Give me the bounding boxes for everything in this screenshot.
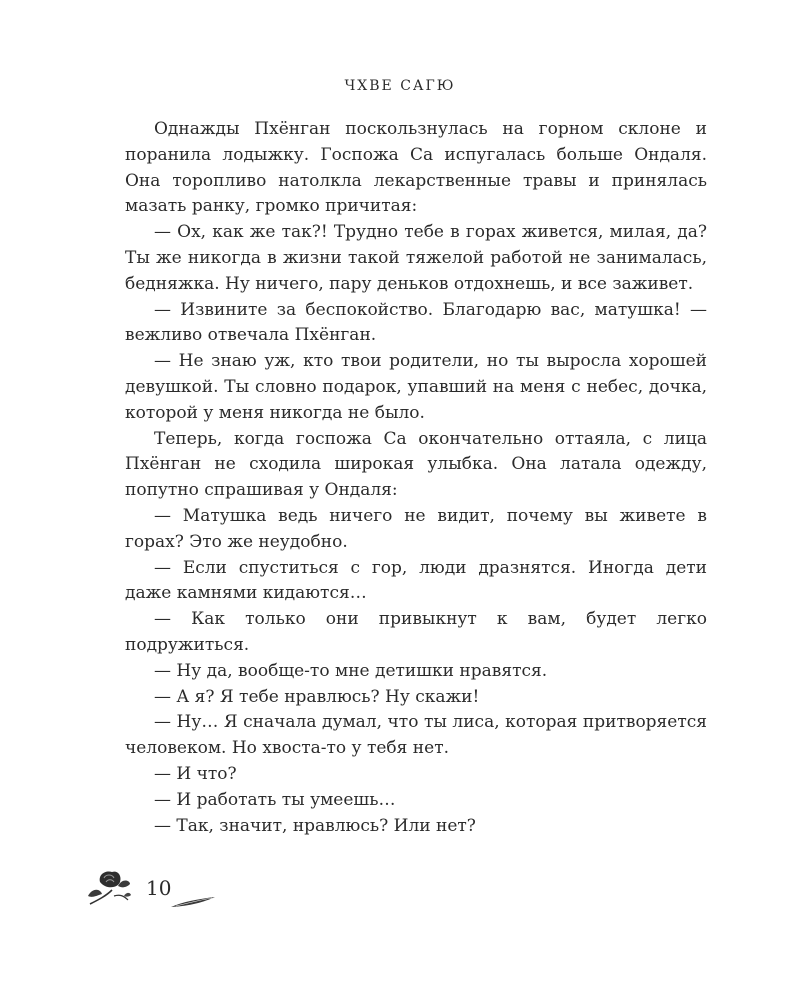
paragraph: — Ох, как же так?! Трудно тебе в горах живется, милая, да? Ты же никогда в жизни такой тяжелой работой не занималась, бедняжка. Ну ничего, пару деньков отдохнешь, и все заживет. (125, 222, 707, 294)
paragraph: — Так, значит, нравлюсь? Или нет? (154, 815, 476, 836)
text-block (125, 117, 707, 839)
page-number: 10 (146, 876, 172, 900)
paragraph: — Извините за беспокойство. Благодарю вас, матушка! — вежливо отвечала Пхёнган. (125, 299, 707, 346)
paragraph: — Если спуститься с гор, люди дразнятся. Иногда дети даже камнями кидаются… (125, 557, 707, 604)
rose-icon (84, 866, 136, 908)
paragraph: — Не знаю уж, кто твои родители, но ты выросла хорошей девушкой. Ты словно подарок, упавший на меня с небес, дочка, которой у меня никогда не было. (125, 351, 707, 423)
paragraph: — Ну да, вообще-то мне детишки нравятся. (154, 660, 548, 681)
paragraph: — Матушка ведь ничего не видит, почему вы живете в горах? Это же неудобно. (125, 505, 707, 552)
paragraph: — И что? (154, 763, 237, 784)
paragraph: — Как только они привыкнут к вам, будет легко подружиться. (125, 609, 707, 655)
paragraph: Теперь, когда госпожа Са окончательно оттаяла, с лица Пхёнган не сходила широкая улыбка. Она латала одежду, попутно спрашивая у Ондаля: (125, 428, 707, 501)
paragraph: — И работать ты умеешь… (154, 789, 396, 810)
paragraph: — Ну… Я сначала думал, что ты лиса, которая притворяется человеком. Но хвоста-то у тебя нет. (125, 712, 707, 759)
paragraph: — А я? Я тебе нравлюсь? Ну скажи! (154, 686, 480, 707)
feather-icon (170, 896, 216, 910)
paragraph: Однажды Пхёнган поскользнулась на горном склоне и поранила лодыжку. Госпожа Са испугалась больше Ондаля. Она торопливо натолкла лекарственные травы и принялась мазать ранку, громко причитая: (125, 119, 707, 217)
page-footer (84, 866, 244, 916)
running-head: ЧХВЕ САГЮ (344, 78, 456, 94)
